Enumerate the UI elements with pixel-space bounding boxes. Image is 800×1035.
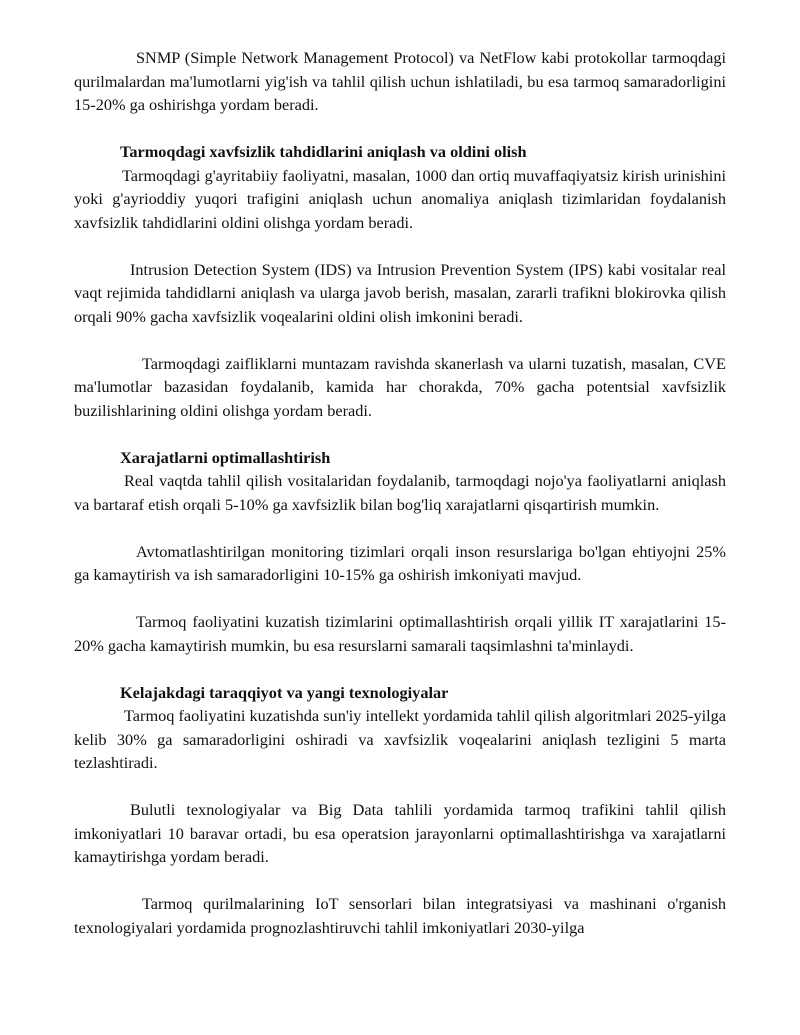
- paragraph-it-costs: Tarmoq faoliyatini kuzatish tizimlarini optimallashtirish orqali yillik IT xarajatlarini 15-20% gacha kamaytirish mumkin, bu esa resurslarni samarali taqsimlashni ta'minlaydi.: [74, 612, 726, 655]
- paragraph-cloud-big-data: Bulutli texnologiyalar va Big Data tahlili yordamida tarmoq trafikini tahlil qilish imkoniyatlari 10 baravar ortadi, bu esa operatsion jarayonlarni optimallashtirishga va xarajatlarni kamaytirishga yordam beradi.: [74, 800, 726, 866]
- spacer: [74, 657, 726, 681]
- spacer: [74, 117, 726, 141]
- paragraph-anomaly-detection: Tarmoqdagi g'ayritabiiy faoliyatni, masalan, 1000 dan ortiq muvaffaqiyatsiz kirish urinishini yoki g'ayrioddiy yuqori trafigini aniqlash uchun anomaliya aniqlash tizimlaridan foydalanish xavfsizlik tahdidlarini oldini olishga yordam beradi.: [74, 165, 726, 232]
- heading-cost-optimization: Xarajatlarni optimallashtirish: [120, 447, 331, 467]
- heading-future-technologies: Kelajakdagi taraqqiyot va yangi texnologiyalar: [120, 682, 449, 702]
- paragraph-realtime-analysis: Real vaqtda tahlil qilish vositalaridan foydalanib, tarmoqdagi nojo'ya faoliyatlarni aniqlash va bartaraf etish orqali 5-10% ga xavfsizlik bilan bog'liq xarajatlarni qisqartirish mumkin.: [74, 471, 726, 514]
- paragraph-vulnerability-scanning: Tarmoqdagi zaifliklarni muntazam ravishda skanerlash va ularni tuzatish, masalan, CVE ma'lumotlar bazasidan foydalanib, kamida har chorakda, 70% gacha potentsial xavfsizlik buzilishlarining oldini olishga yordam beradi.: [74, 353, 726, 420]
- document-page: [74, 46, 726, 939]
- heading-security-threats: Tarmoqdagi xavfsizlik tahdidlarini aniqlash va oldini olish: [120, 142, 527, 161]
- spacer: [74, 587, 726, 611]
- spacer: [74, 422, 726, 446]
- spacer: [74, 516, 726, 540]
- paragraph-iot-ml: Tarmoq qurilmalarining IoT sensorlari bilan integratsiyasi va mashinani o'rganish texnologiyalari yordamida prognozlashtiruvchi tahlil imkoniyatlari 2030-yilga: [74, 894, 726, 937]
- spacer: [74, 234, 726, 258]
- paragraph-automated-monitoring: Avtomatlashtirilgan monitoring tizimlari orqali inson resurslariga bo'lgan ehtiyojni 25% ga kamaytirish va ish samaradorligini 10-15% ga oshirish imkoniyati mavjud.: [74, 541, 726, 584]
- spacer: [74, 328, 726, 352]
- paragraph-snmp-netflow: SNMP (Simple Network Management Protocol) va NetFlow kabi protokollar tarmoqdagi qurilmalardan ma'lumotlarni yig'ish va tahlil qilish uchun ishlatiladi, bu esa tarmoq samaradorligini 15-20% ga oshirishga yordam beradi.: [74, 48, 726, 114]
- spacer: [74, 869, 726, 893]
- paragraph-ai-algorithms: Tarmoq faoliyatini kuzatishda sun'iy intellekt yordamida tahlil qilish algoritmlari 2025-yilga kelib 30% ga samaradorligini oshiradi va xavfsizlik voqealarini aniqlash tezligini 5 marta tezlashtiradi.: [74, 706, 726, 772]
- paragraph-ids-ips: Intrusion Detection System (IDS) va Intrusion Prevention System (IPS) kabi vositalar real vaqt rejimida tahdidlarni aniqlash va ularga javob berish, masalan, zararli trafikni blokirovka qilish orqali 90% gacha xavfsizlik voqealarini oldini olish imkonini beradi.: [74, 259, 726, 326]
- spacer: [74, 775, 726, 799]
